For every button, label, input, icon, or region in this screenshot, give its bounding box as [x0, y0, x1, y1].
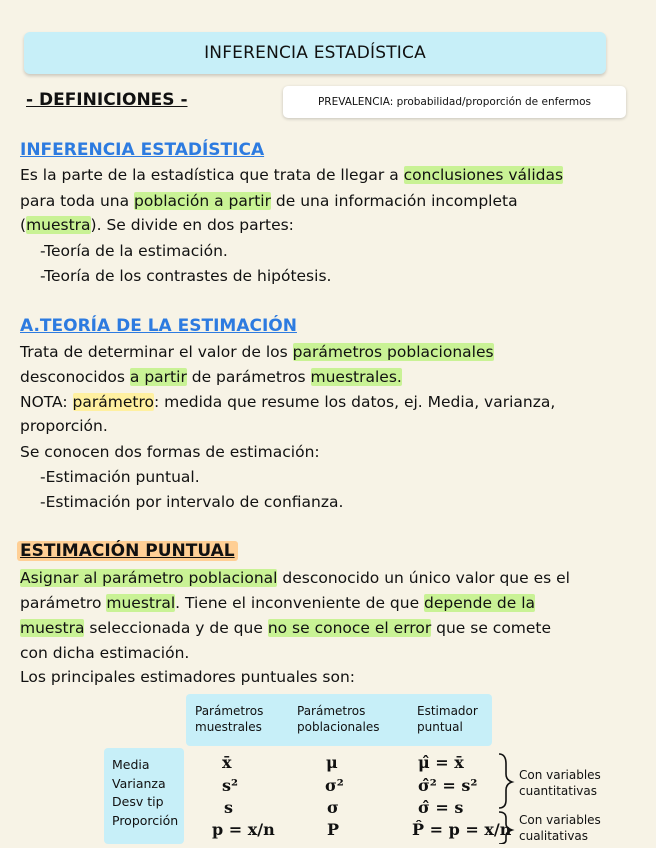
text-span: que se comete	[431, 619, 552, 637]
estimator-sigma2: σ̂² = s²	[418, 776, 478, 795]
text-line	[20, 569, 570, 587]
header-line: Parámetros	[297, 704, 366, 718]
highlighted-term: Asignar al parámetro poblacional	[20, 569, 278, 587]
symbol-P: P	[327, 820, 340, 839]
symbol-s: s	[224, 798, 234, 817]
note-qualitative	[519, 812, 601, 844]
symbol-xbar: x̄	[222, 753, 232, 772]
row-label: Varianza	[112, 776, 166, 791]
text-span: Trata de determinar el valor de los	[20, 343, 293, 361]
section-heading-puntual: ESTIMACIÓN PUNTUAL	[17, 541, 238, 561]
header-line: Estimador	[417, 704, 478, 718]
text-line: Los principales estimadores puntuales son:	[20, 668, 356, 686]
col-header-poblacionales	[297, 703, 379, 735]
highlighted-term: a partir	[129, 368, 187, 386]
estimator-sigma: σ̂ = s	[418, 798, 464, 817]
header-line: poblacionales	[297, 720, 380, 734]
symbol-sigma2: σ²	[325, 776, 344, 795]
note-line: Con variables	[519, 813, 601, 827]
text-span: de parámetros	[186, 368, 311, 386]
estimator-row-labels	[104, 748, 184, 844]
bullet-item: -Teoría de la estimación.	[40, 242, 228, 260]
text-line	[20, 393, 555, 411]
definitions-label: - DEFINICIONES -	[26, 90, 188, 110]
bullet-item: -Estimación por intervalo de confianza.	[40, 493, 344, 511]
section-heading-estimacion: A.TEORÍA DE LA ESTIMACIÓN	[20, 316, 297, 336]
header-line: puntual	[417, 720, 463, 734]
prevalence-note-text: PREVALENCIA: probabilidad/proporción de enfermos	[317, 96, 592, 108]
text-line: con dicha estimación.	[20, 644, 190, 662]
highlighted-term: muestra	[26, 216, 91, 234]
header-line: muestrales	[195, 720, 262, 734]
text-span: seleccionada y de que	[84, 619, 268, 637]
text-line	[20, 619, 551, 637]
estimator-mu: μ̂ = x̄	[418, 753, 464, 772]
text-line	[20, 166, 563, 184]
highlighted-term: parámetro	[72, 393, 154, 411]
col-header-muestrales	[195, 703, 263, 735]
highlighted-term: muestrales.	[310, 368, 402, 386]
row-label: Proporción	[112, 813, 179, 828]
note-quantitative	[519, 767, 601, 799]
text-line: Se conocen dos formas de estimación:	[20, 443, 320, 461]
text-span: parámetro	[20, 594, 107, 612]
text-span: Es la parte de la estadística que trata de llegar a	[20, 166, 404, 184]
note-line: Con variables	[519, 768, 601, 782]
symbol-p: p = x/n	[212, 820, 275, 839]
highlighted-term: muestral	[106, 594, 176, 612]
highlighted-term: depende de la	[424, 594, 536, 612]
text-span: (	[20, 216, 27, 234]
text-span: NOTA:	[20, 393, 73, 411]
text-span: para toda una	[20, 192, 135, 210]
text-line	[20, 368, 402, 386]
row-label: Media	[112, 757, 150, 772]
highlighted-term: conclusiones válidas	[403, 166, 564, 184]
col-header-estimador	[417, 703, 478, 735]
page-title: INFERENCIA ESTADÍSTICA	[204, 43, 426, 63]
symbol-s2: s²	[222, 776, 239, 795]
highlighted-term: parámetros poblacionales	[292, 343, 494, 361]
text-line	[20, 192, 518, 210]
bullet-item: -Estimación puntual.	[40, 468, 200, 486]
text-span: . Tiene el inconveniente de que	[175, 594, 425, 612]
text-line	[20, 343, 494, 361]
page-title-banner	[24, 32, 606, 74]
bullet-item: -Teoría de los contrastes de hipótesis.	[40, 267, 332, 285]
prevalence-note	[283, 86, 626, 118]
highlighted-term: no se conoce el error	[267, 619, 432, 637]
text-line: proporción.	[20, 417, 108, 435]
symbol-sigma: σ	[327, 798, 339, 817]
header-line: Parámetros	[195, 704, 264, 718]
text-span: desconocidos	[20, 368, 130, 386]
note-line: cualitativas	[519, 829, 589, 843]
text-span: de una información incompleta	[270, 192, 518, 210]
text-line	[20, 594, 535, 612]
text-line	[20, 216, 294, 234]
text-span: desconocido un único valor que es el	[277, 569, 570, 587]
highlighted-term: muestra	[20, 619, 85, 637]
highlighted-term: población a partir	[134, 192, 271, 210]
text-span: ). Se divide en dos partes:	[90, 216, 294, 234]
section-heading-inferencia: INFERENCIA ESTADÍSTICA	[20, 140, 265, 160]
row-label: Desv tip	[112, 794, 164, 809]
brace-icon	[496, 752, 516, 844]
estimator-table-header	[186, 694, 492, 746]
symbol-mu: μ	[326, 753, 338, 772]
note-line: cuantitativas	[519, 784, 598, 798]
estimator-P: P̂ = p = x/n	[412, 820, 512, 839]
text-span: : medida que resume los datos, ej. Media, varianza,	[153, 393, 556, 411]
